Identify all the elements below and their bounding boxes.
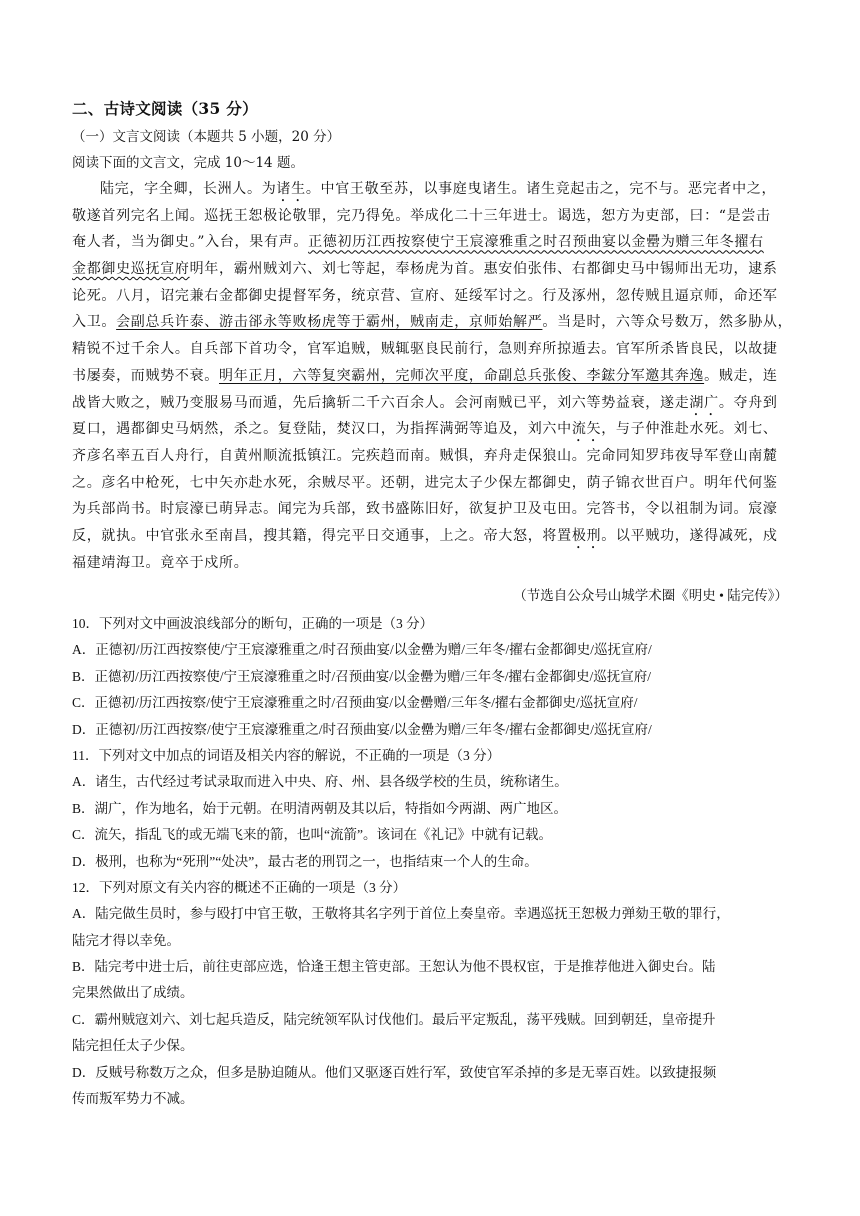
question-10-option-b: B．正德初/历江西按察使/宁王宸濠雅重之时/召预曲宴/以金罍为赠/三年冬/擢右金都御史/巡抚宣府/ — [72, 668, 652, 684]
passage-line — [72, 176, 792, 203]
classical-passage — [72, 176, 792, 576]
question-12-stem: 12．下列对原文有关内容的概述不正确的一项是（3 分） — [72, 879, 407, 895]
passage-line — [72, 416, 792, 443]
question-11-option-b: B．湖广，作为地名，始于元朝。在明清两朝及其以后，特指如今两湖、两广地区。 — [72, 800, 568, 816]
passage-line — [72, 229, 792, 256]
question-12-option-b: B．陆完考中进士后，前往吏部应选，恰逢王想主管吏部。王恕认为他不畏权宦，于是推荐他进入御史台。陆 — [72, 959, 716, 975]
passage-text: 陆完，字全卿，长洲人。为 — [100, 181, 277, 197]
question-11-option-d: D．极刑，也称为“死刑”“处决”，最古老的刑罚之一，也指结束一个人的生命。 — [72, 853, 538, 869]
passage-text: 夏口，遇都御史马炳然，杀之。复登陆，焚汉口，为指挥满弼等追及，刘六中 — [72, 421, 572, 438]
passage-text: 书屡奏，而贼势不衰。 — [72, 367, 219, 384]
dotted-term-jixing: 极刑 — [571, 527, 602, 544]
sub-heading: （一）文言文阅读（本题共 5 小题，20 分） — [72, 129, 341, 145]
question-12-option-d-cont: 传而叛军势力不减。 — [72, 1091, 194, 1107]
wavy-underlined-text: 金都御史巡抚宣府 — [72, 261, 190, 278]
wavy-underlined-text: 正德初历江西按察使宁王宸濠雅重之时召预曲宴以金罍为赠三年冬擢右 — [308, 234, 764, 251]
passage-line — [72, 256, 792, 283]
question-11-option-c: C．流矢，指乱飞的或无端飞来的箭，也叫“流箭”。该词在《礼记》中就有记载。 — [72, 827, 552, 843]
question-12-option-a: A．陆完做生员时，参与殴打中官王敬，王敬将其名字列于首位上奏皇帝。幸遇巡抚王恕极力弹劾王敬的罪行， — [72, 906, 730, 922]
question-11-option-a: A．诸生，古代经过考试录取而进入中央、府、州、县各级学校的生员，统称诸生。 — [72, 774, 568, 790]
passage-text: 战皆大败之，贼乃变服易马而遁，先后擒斩二千六百余人。会河南贼已平，刘六等势益衰，遂走 — [72, 394, 690, 411]
passage-text: 。当是时，六等众号数万，然多胁从， — [542, 314, 792, 331]
passage-text: 反，就执。中官张永至南昌，搜其籍，得完平日交通事，上之。帝大怒，将置 — [72, 527, 572, 544]
question-12-option-c: C．霸州贼寇刘六、刘七起兵造反，陆完统领军队讨伐他们。最后平定叛乱，荡平残贼。回到朝廷，皇帝提升 — [72, 1011, 716, 1027]
passage-line: 论死。八月，诏完兼右金都御史提督军务，统京营、宣府、延绥军讨之。行及涿州，忽传贼且逼京师，命还军 — [72, 287, 778, 304]
passage-line: 精锐不过千余人。自兵部下首功令，官军追贼，贼辄驱良民前行，急则弃所掠遁去。官军所杀皆良民，以故捷 — [72, 341, 778, 358]
question-10-option-d: D．正德初/历江西按察/使宁王宸濠雅重之/时召预曲宴/以金罍为赠/三年冬/擢右金都御史/巡抚宣府/ — [72, 721, 652, 737]
question-12-option-c-cont: 陆完担任太子少保。 — [72, 1038, 194, 1054]
passage-text: 。夺舟到 — [718, 394, 778, 411]
dotted-term-liushi: 流矢 — [571, 421, 602, 438]
passage-line — [72, 523, 792, 550]
passage-line — [72, 390, 792, 417]
passage-line: 之。彦名中枪死，七中矢亦赴水死，余贼尽平。还朝，进完太子少保左都御史，荫子锦衣世百户。明年代何鉴 — [72, 474, 778, 491]
passage-text: 入卫。 — [72, 314, 117, 331]
passage-text: 。中官王敬至苏，以事庭曳诸生。诸生竞起击之，完不与。恶完者中之， — [305, 181, 777, 197]
question-10-option-c: C．正德初/历江西按察/使宁王宸濠雅重之时/召预曲宴/以金罍赠/三年冬/擢右金都御史/巡抚宣府/ — [72, 695, 638, 711]
question-12-option-a-cont: 陆完才得以幸免。 — [72, 932, 180, 948]
question-12-option-b-cont: 完果然做出了成绩。 — [72, 985, 194, 1001]
passage-text: ，与子仲淮赴水死。刘七、 — [601, 421, 778, 438]
passage-line: 敬遂首列完名上闻。巡抚王恕极论敬罪，完乃得免。举成化二十三年进士。谒选，恕方为吏部，曰：“是尝击 — [72, 207, 771, 224]
section-title: 二、古诗文阅读（35 分） — [72, 99, 258, 118]
dotted-term-huguang: 湖广 — [689, 394, 719, 411]
questions-block — [72, 611, 792, 1112]
passage-text: 明年，霸州贼刘六、刘七等起，奉杨虎为首。惠安伯张伟、右都御史马中锡师出无功，逮系 — [189, 261, 778, 278]
question-11-stem: 11．下列对文中加点的词语及相关内容的解说，不正确的一项是（3 分） — [72, 747, 501, 763]
question-12-option-d: D．反贼号称数万之众，但多是胁迫随从。他们又驱逐百姓行军，致使官军杀掉的多是无辜百姓。以致捷报频 — [72, 1064, 717, 1080]
passage-line: 齐彦名率五百人舟行，自黄州顺流抵镇江。完疾趋而南。贼惧，弃舟走保狼山。完命同知罗玮夜导军登山南麓 — [72, 447, 778, 464]
passage-text: 。贼走，连 — [704, 367, 778, 384]
passage-source: （节选自公众号山城学术圈《明史 • 陆完传》） — [513, 588, 788, 603]
question-10-option-a: A．正德初/历江西按察使/宁王宸濠雅重之/时召预曲宴/以金罍为赠/三年冬/擢右金都御史/巡抚宣府/ — [72, 642, 652, 658]
passage-text: 。以平贼功，遂得减死，戍 — [601, 527, 778, 544]
passage-line — [72, 363, 792, 390]
passage-text: 奄人者，当为御史。”入台，果有声。 — [72, 234, 309, 251]
passage-line — [72, 309, 792, 336]
question-10-stem: 10．下列对文中画波浪线部分的断句，正确的一项是（3 分） — [72, 616, 434, 631]
underlined-sentence: 明年正月，六等复突霸州，完师次平度，命副总兵张俊、李鋐分军邀其奔逸 — [219, 367, 705, 384]
dotted-term-zhusheng: 诸生 — [276, 181, 306, 197]
underlined-sentence: 会副总兵许泰、游击郤永等败杨虎等于霸州，贼南走，京师始解严 — [116, 314, 543, 331]
passage-line: 福建靖海卫。竟卒于戍所。 — [72, 554, 249, 571]
reading-instruction: 阅读下面的文言文，完成 10～14 题。 — [72, 155, 304, 171]
passage-line: 为兵部尚书。时宸濠已萌异志。闻完为兵部，致书盛陈旧好，欲复护卫及屯田。完答书，令以祖制为词。宸濠 — [72, 501, 778, 518]
